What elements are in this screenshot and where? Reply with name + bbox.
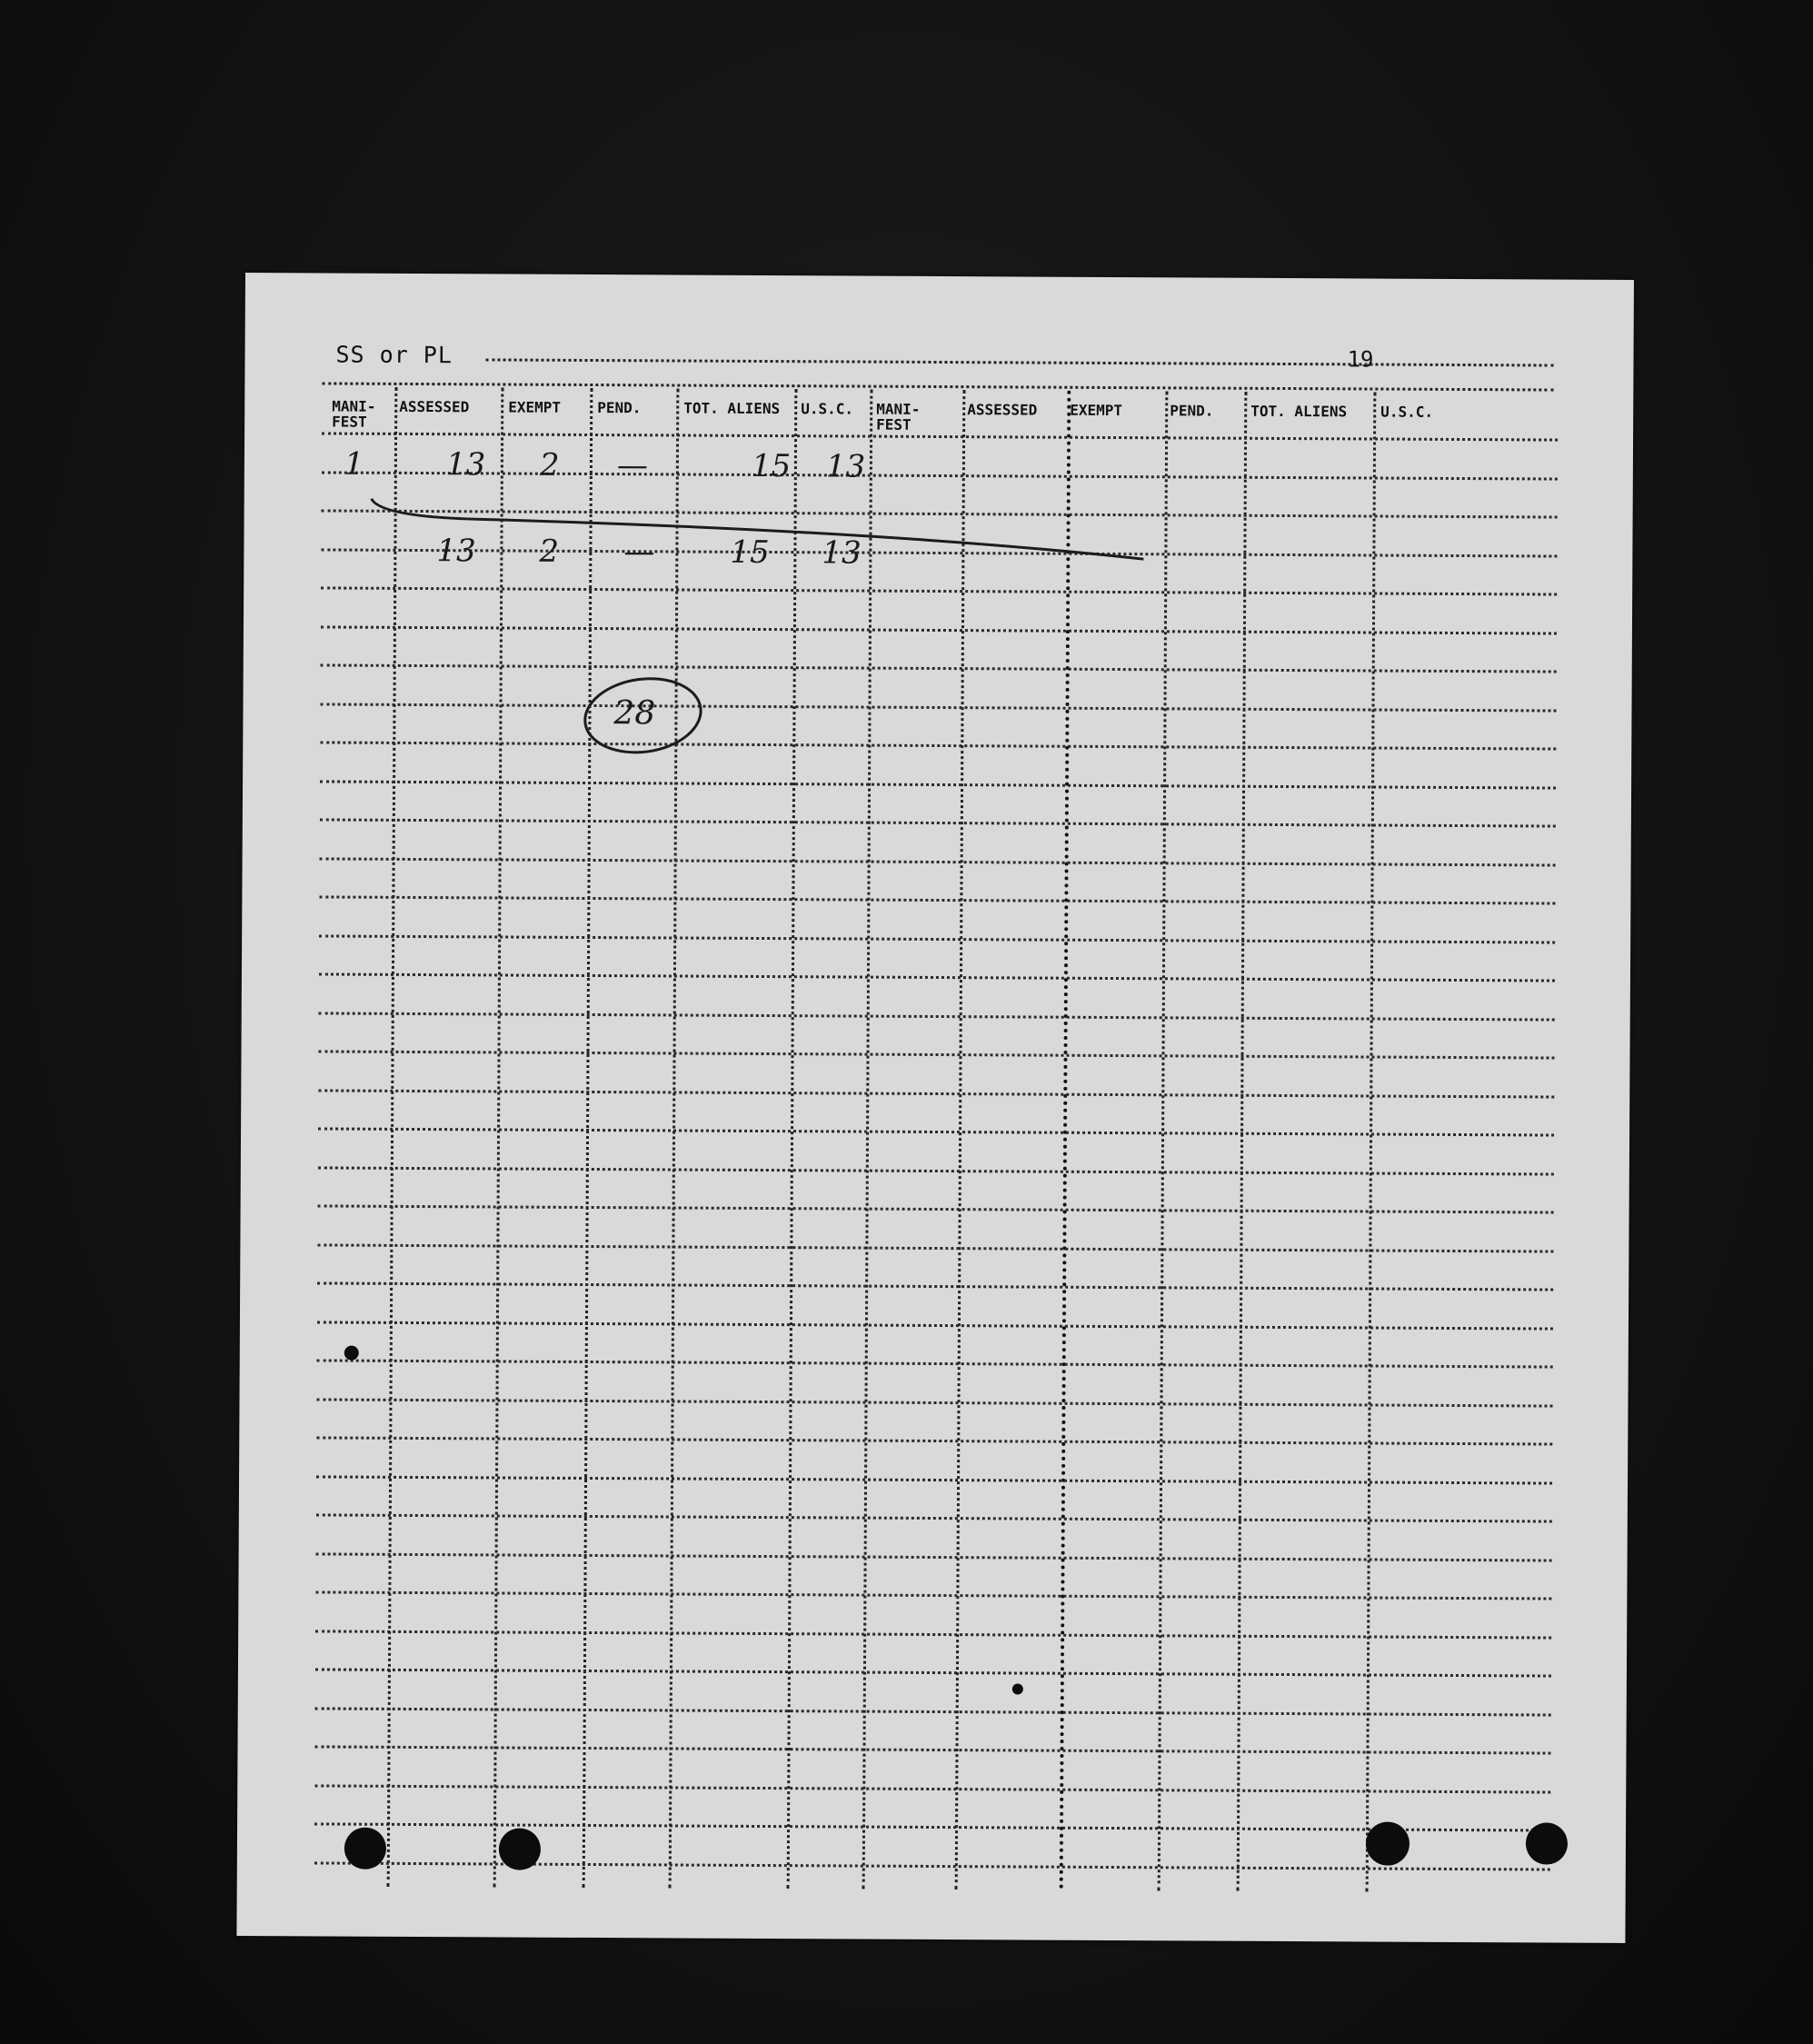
punch-hole [499,1828,541,1870]
col-manifest-2: MANI- FEST [876,400,921,434]
row1-tot-aliens: 15 [751,447,792,485]
totals-exempt: 2 [539,533,560,570]
totals-usc: 13 [822,534,862,572]
summary-underline-stroke [371,499,1143,559]
year-prefix: 19 [1347,346,1374,373]
circled-note: 28 [613,694,656,733]
col-assessed-1: ASSESSED [399,397,470,416]
col-pend-2: PEND. [1170,402,1214,420]
col-exempt-2: EXEMPT [1070,401,1123,420]
row1-pend: — [616,447,648,484]
row1-assessed: 13 [445,446,486,484]
col-tot-aliens-2: TOT. ALIENS [1250,402,1348,421]
totals-assessed: 13 [436,533,476,570]
col-usc-1: U.S.C. [801,400,854,418]
totals-tot-aliens: 15 [730,533,770,572]
col-tot-aliens-1: TOT. ALIENS [683,399,781,418]
vessel-label: SS or PL [335,341,453,369]
row1-usc: 13 [825,448,866,485]
punch-hole [1366,1821,1410,1865]
totals-pend: — [623,533,655,571]
col-manifest-1: MANI- FEST [332,397,376,431]
manifest-summary-form [236,273,1634,1943]
row1-exempt: 2 [539,446,560,484]
punch-hole [1526,1822,1568,1864]
row1-manifest: 1 [344,445,364,483]
col-exempt-1: EXEMPT [508,398,562,416]
col-assessed-2: ASSESSED [967,401,1038,419]
punch-hole [344,1828,386,1870]
col-pend-1: PEND. [597,399,642,417]
col-usc-2: U.S.C. [1380,403,1434,421]
ink-speck [1012,1683,1023,1694]
handwritten-strokes [236,273,1634,1943]
ink-speck [344,1346,359,1361]
